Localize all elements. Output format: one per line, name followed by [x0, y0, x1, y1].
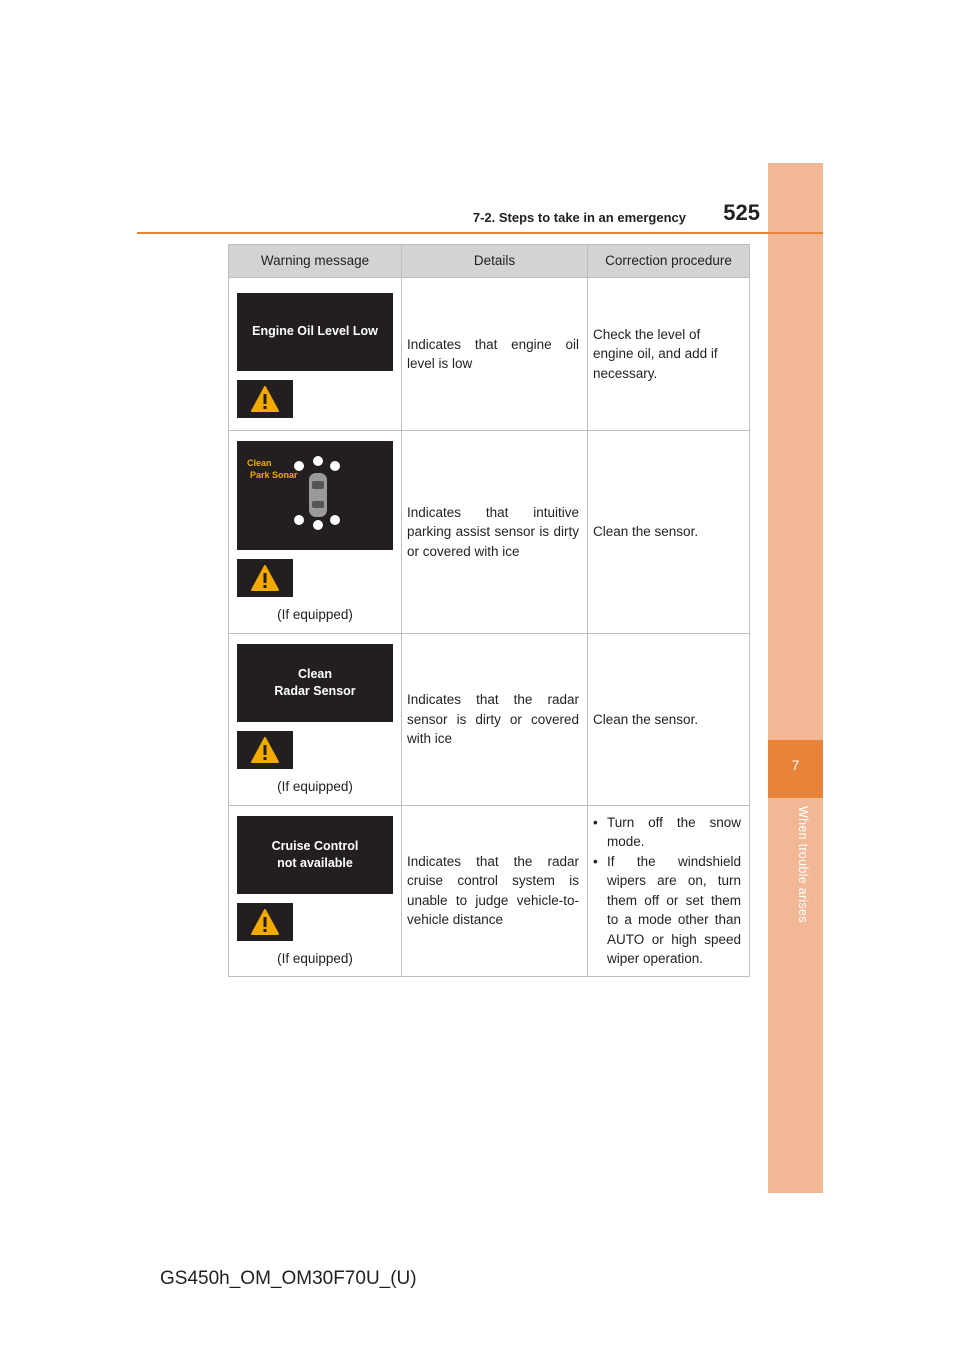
- warning-triangle-icon: [251, 386, 279, 412]
- correction-cell: Check the level of engine oil, and add if necessary.: [588, 278, 750, 431]
- chapter-title: When trouble arises: [796, 806, 810, 923]
- warning-image-cell: [229, 634, 402, 806]
- correction-cell: [588, 805, 750, 977]
- correction-cell: Clean the sensor.: [588, 634, 750, 806]
- warning-triangle-icon: [251, 909, 279, 935]
- details-cell: Indicates that engine oil level is low: [402, 278, 588, 431]
- display-message: [237, 816, 393, 894]
- list-item: • Turn off the snow mode.: [593, 813, 741, 852]
- warning-light: [237, 380, 293, 418]
- side-tab: [768, 163, 823, 1193]
- if-equipped-note: (If equipped): [277, 607, 353, 623]
- details-cell: Indicates that the radar cruise control system is unable to judge vehicle-to-vehicle distance: [402, 805, 588, 977]
- column-header: Warning message: [229, 245, 402, 278]
- display-line: Park Sonar: [250, 470, 298, 481]
- warning-light: [237, 559, 293, 597]
- warning-image-cell: [229, 278, 402, 431]
- display-line: Clean: [247, 458, 272, 469]
- table-header-row: [229, 245, 750, 278]
- display-message: [237, 293, 393, 371]
- warning-triangle-icon: [251, 737, 279, 763]
- if-equipped-note: (If equipped): [277, 950, 353, 966]
- display-line: Radar Sensor: [274, 684, 356, 698]
- chapter-number: 7: [791, 757, 800, 773]
- car-top-view-icon: [287, 449, 377, 545]
- display-text: Engine Oil Level Low: [252, 324, 378, 338]
- warning-image-cell: [229, 431, 402, 634]
- correction-list: [593, 813, 741, 969]
- details-cell: Indicates that intuitive parking assist sensor is dirty or covered with ice: [402, 431, 588, 634]
- column-header: Details: [402, 245, 588, 278]
- warning-light: [237, 903, 293, 941]
- table-row: [229, 805, 750, 977]
- warning-image-cell: [229, 805, 402, 977]
- if-equipped-note: (If equipped): [277, 779, 353, 794]
- warning-table: [228, 244, 750, 977]
- display-line: Clean: [297, 667, 333, 681]
- column-header: Correction procedure: [588, 245, 750, 278]
- footer-code: GS450h_OM_OM30F70U_(U): [160, 1268, 417, 1289]
- display-line: Cruise Control: [271, 838, 359, 853]
- table-row: [229, 634, 750, 806]
- display-message: [237, 644, 393, 722]
- warning-triangle-icon: [251, 565, 279, 591]
- display-line: not available: [277, 855, 353, 870]
- list-item: • If the windshield wipers are on, turn them off or set them to a mode other than AUTO or high speed wiper operation.: [593, 852, 741, 969]
- correction-cell: Clean the sensor.: [588, 431, 750, 634]
- page-number: 525: [723, 200, 760, 225]
- table-row: [229, 278, 750, 431]
- warning-light: [237, 731, 293, 769]
- display-message: [237, 441, 393, 550]
- table-row: [229, 431, 750, 634]
- details-cell: Indicates that the radar sensor is dirty or covered with ice: [402, 634, 588, 806]
- section-title: 7-2. Steps to take in an emergency: [472, 210, 686, 225]
- header-rule: [137, 232, 823, 234]
